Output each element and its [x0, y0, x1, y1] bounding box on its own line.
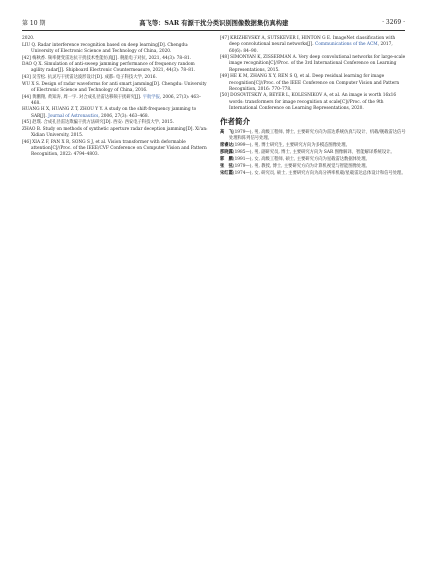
reference-entry: LIU Q. Radar interference recognition based on deep learning[D]. Chengdu: University of Electronic Science and Technology of China, 2020. — [22, 42, 189, 54]
author-name: 郭 鹏 — [220, 156, 233, 162]
author-bio: 高 飞(1979—), 男, 高级工程师, 博士, 主要研究方向为雷达系统仿真与设计、机载/舰载雷达信号处理和阵列信号处理。 — [220, 130, 406, 142]
reference-entry: [45] 赵璞. 合成孔径雷达欺骗干扰方法研究[D]. 西安: 西安电子科技大学, 2015. — [22, 120, 175, 126]
reference-entry: WU X S. Design of radar waveforms for anti smart jamming[D]. Chengdu: University of Electronic Science and Technology of China, 2016. — [22, 81, 207, 93]
reference-entry: [50] DOSOVITSKIY A, BEYER L, KOLESNIKOV A, et al. An image is worth 16x16 words: transformers for image recognition at scale[C]//Proc. of the 9th International Conference on Learning Representations, 2020. — [220, 93, 397, 111]
author-name: 高 飞 — [220, 130, 233, 136]
reference-entry: ZHAO B. Study on methods of synthetic aperture radar deception jamming[D]. Xi'an: Xidian University, 2015. — [22, 127, 208, 139]
author-name: 那晓露 — [220, 150, 233, 156]
references-left-column — [22, 36, 208, 159]
reference-entry: [42] 梅秋香. 频率捷变雷达抗干扰技术性能仿真[J]. 舰船电子对抗, 2021, 44(3): 78–81. — [22, 55, 192, 61]
reference-entry: 2020. — [22, 36, 35, 41]
reference-link[interactable]: 宇航学报 — [142, 94, 160, 100]
page-number: · 3269 · — [382, 18, 405, 26]
issue-label: 第 10 期 — [22, 19, 46, 27]
author-name: 宋红霞 — [220, 170, 233, 176]
author-name: 席睿达 — [220, 143, 233, 149]
reference-entry: DAO Q X. Simulation of anti-sweep jamming performance of frequency random agility radar[J]. Shipboard Electronic Countermeasure, 2021, 44(3): 78–81. — [22, 62, 196, 74]
author-bio: 席睿达(1999—), 男, 博士研究生, 主要研究方向为多模态图像处理。 — [220, 143, 350, 149]
reference-entry: [49] HE K M, ZHANG X Y, REN S Q, et al. Deep residual learning for image recognition[C]//Proc. of the IEEE Conference on Computer Vision and Pattern Recognition, 2016: 770–778. — [220, 74, 400, 92]
reference-entry: [48] SIMONYAN K, ZISSERMAN A. Very deep convolutional networks for large-scale image recognition[C]//Proc. of the 3rd International Conference on Learning Representations, 2015. — [220, 55, 406, 73]
reference-entry: HUANG H X, HUANG Z T, ZHOU Y Y. A study on the shift-frequency jamming to SAR[J]. Journal of Astronautics, 2006, 27(3): 463–468. — [22, 107, 197, 119]
reference-entry: [43] 吴雪松. 抗灵巧干扰雷达波形设计[D]. 成都: 电子科技大学, 2016. — [22, 75, 157, 81]
author-bio: 张 弦(1979—), 男, 教授, 博士, 主要研究方向为计算机视觉与智能图像处理。 — [220, 163, 370, 169]
right-column — [220, 36, 406, 177]
running-title: 高飞等：SAR 有源干扰分类识别图像数据集仿真构建 — [139, 19, 289, 27]
author-bio: 那晓露(1985—), 男, 副研究员, 博士, 主要研究方向为 SAR 图像解译、智能解译系统设计。 — [220, 150, 395, 156]
reference-entry: [47] KRIZHEVSKY A, SUTSKEVER I, HINTON G E. ImageNet classification with deep convolutional neural networks[J]. Communications of the ACM, 2017, 60(6): 84–90. — [220, 36, 396, 54]
author-name: 张 弦 — [220, 163, 233, 169]
page-header — [22, 16, 405, 28]
reference-link[interactable]: Communications of the ACM — [315, 42, 378, 48]
references-right-list — [220, 36, 406, 112]
reference-entry: [44] 黄鹏翔, 黄知涛, 周一宇. 对合成孔径雷达移频干扰研究[J]. 宇航学报, 2006, 27(3): 463–468. — [22, 94, 202, 106]
author-bios — [220, 130, 406, 177]
author-bio: 郭 鹏(1991—), 女, 高级工程师, 硕士, 主要研究方向为星载雷达数据体处理。 — [220, 156, 370, 162]
header-rule — [22, 30, 405, 31]
author-section-title: 作者简介 — [220, 117, 250, 127]
reference-entry: [46] XIA Z F, PAN X R, SONG S J, et al. Vision transformer with deformable attention[C]//Proc. of the IEEE/CVF Conference on Computer Vision and Pattern Recognition, 2022: 4794–4803. — [22, 139, 207, 158]
reference-link[interactable]: Journal of Astronautics — [48, 113, 99, 119]
author-bio: 宋红霞(1974—), 女, 研究员, 硕士, 主要研究方向为高分辨率机载/星载雷达总体设计和信号处理。 — [220, 170, 406, 176]
